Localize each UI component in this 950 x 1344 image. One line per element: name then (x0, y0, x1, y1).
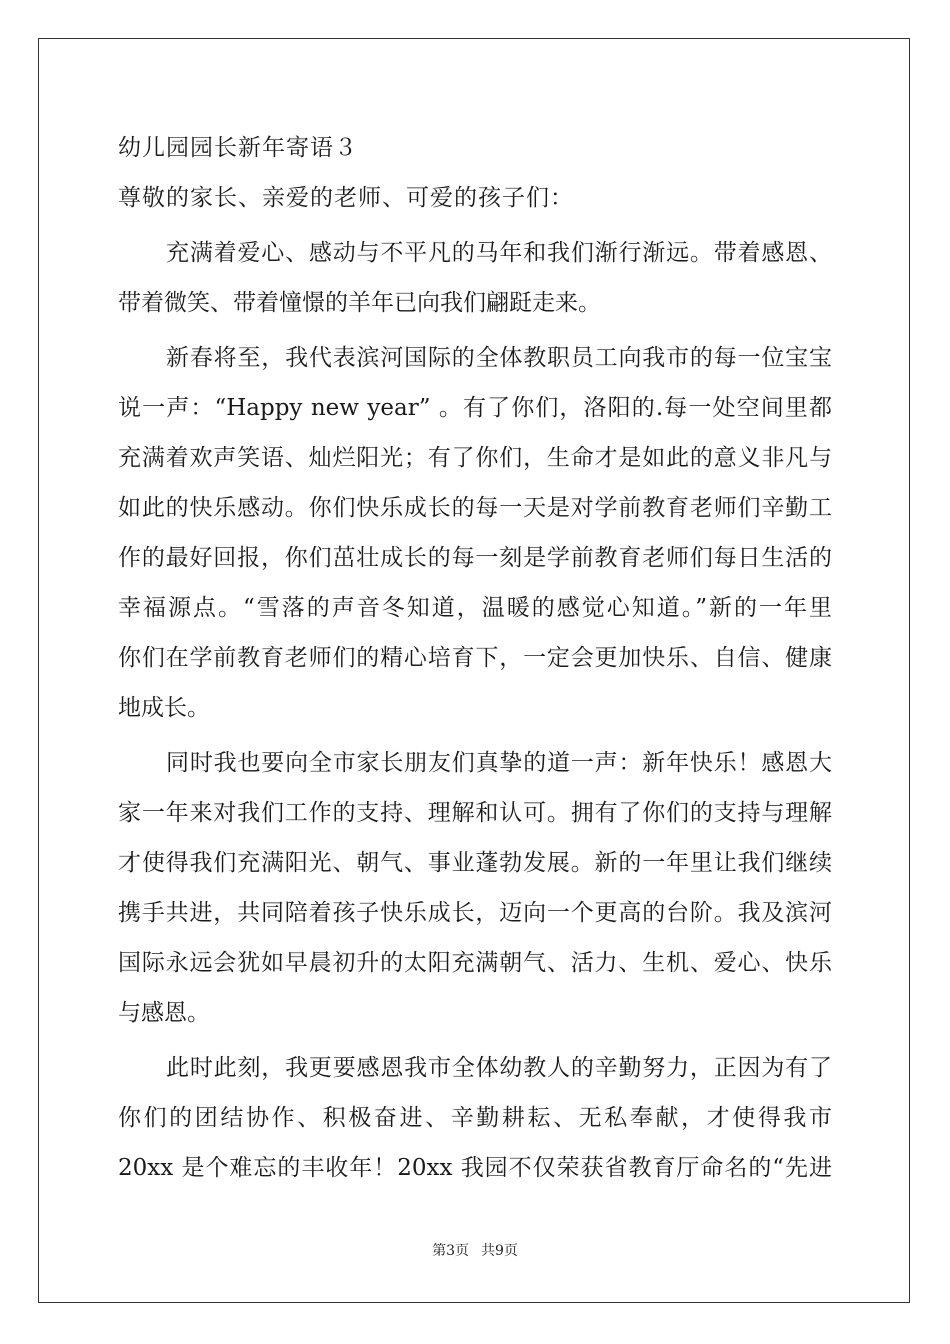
text-line: 同时我也要向全市家长朋友们真挚的道一声：新年快乐！感恩大 (166, 750, 832, 776)
document-body (118, 130, 832, 1198)
text-line: 与感恩。 (118, 1000, 210, 1026)
text-line: 国际永远会犹如早晨初升的太阳充满朝气、活力、生机、爱心、快乐 (118, 950, 832, 976)
text-line: 作的最好回报，你们茁壮成长的每一刻是学前教育老师们每日生活的 (118, 545, 832, 571)
text-line: 此时此刻，我更要感恩我市全体幼教人的辛勤努力，正因为有了 (166, 1055, 832, 1081)
text-line: 你们的团结协作、积极奋进、辛勤耕耘、无私奉献，才使得我市 (118, 1105, 832, 1131)
page-footer (0, 1241, 950, 1261)
text-line: 充满着欢声笑语、灿烂阳光；有了你们，生命才是如此的意义非凡与 (118, 445, 832, 471)
paragraph-4 (118, 1043, 832, 1193)
text-line: 说一声：“Happy new year” 。有了你们，洛阳的.每一处空间里都 (118, 395, 832, 421)
document-title: 幼儿园园长新年寄语３ (118, 135, 358, 161)
paragraph-2 (118, 333, 832, 733)
text-line: 充满着爱心、感动与不平凡的马年和我们渐行渐远。带着感恩、 (166, 240, 832, 266)
text-line: 携手共进，共同陪着孩子快乐成长，迈向一个更高的台阶。我及滨河 (118, 900, 832, 926)
text-line: 幸福源点。“雪落的声音冬知道，温暖的感觉心知道。”新的一年里 (118, 595, 832, 621)
text-line: 如此的快乐感动。你们快乐成长的每一天是对学前教育老师们辛勤工 (118, 495, 832, 521)
text-line: 才使得我们充满阳光、朝气、事业蓬勃发展。新的一年里让我们继续 (118, 850, 832, 876)
paragraph-3 (118, 738, 832, 1038)
text-line: 20xx 是个难忘的丰收年！20xx 我园不仅荣获省教育厅命名的“先进 (118, 1155, 832, 1181)
text-line: 你们在学前教育老师们的精心培育下，一定会更加快乐、自信、健康 (118, 645, 832, 671)
text-line: 地成长。 (118, 695, 210, 721)
salutation: 尊敬的家长、亲爱的老师、可爱的孩子们： (118, 185, 574, 211)
text-line: 新春将至，我代表滨河国际的全体教职员工向我市的每一位宝宝 (166, 345, 832, 371)
text-line: 家一年来对我们工作的支持、理解和认可。拥有了你们的支持与理解 (118, 800, 832, 826)
paragraph-1 (118, 228, 832, 328)
page-number: 第3页 (432, 1243, 469, 1259)
text-line: 带着微笑、带着憧憬的羊年已向我们翩跹走来。 (118, 290, 601, 316)
page-total: 共9页 (481, 1243, 518, 1259)
